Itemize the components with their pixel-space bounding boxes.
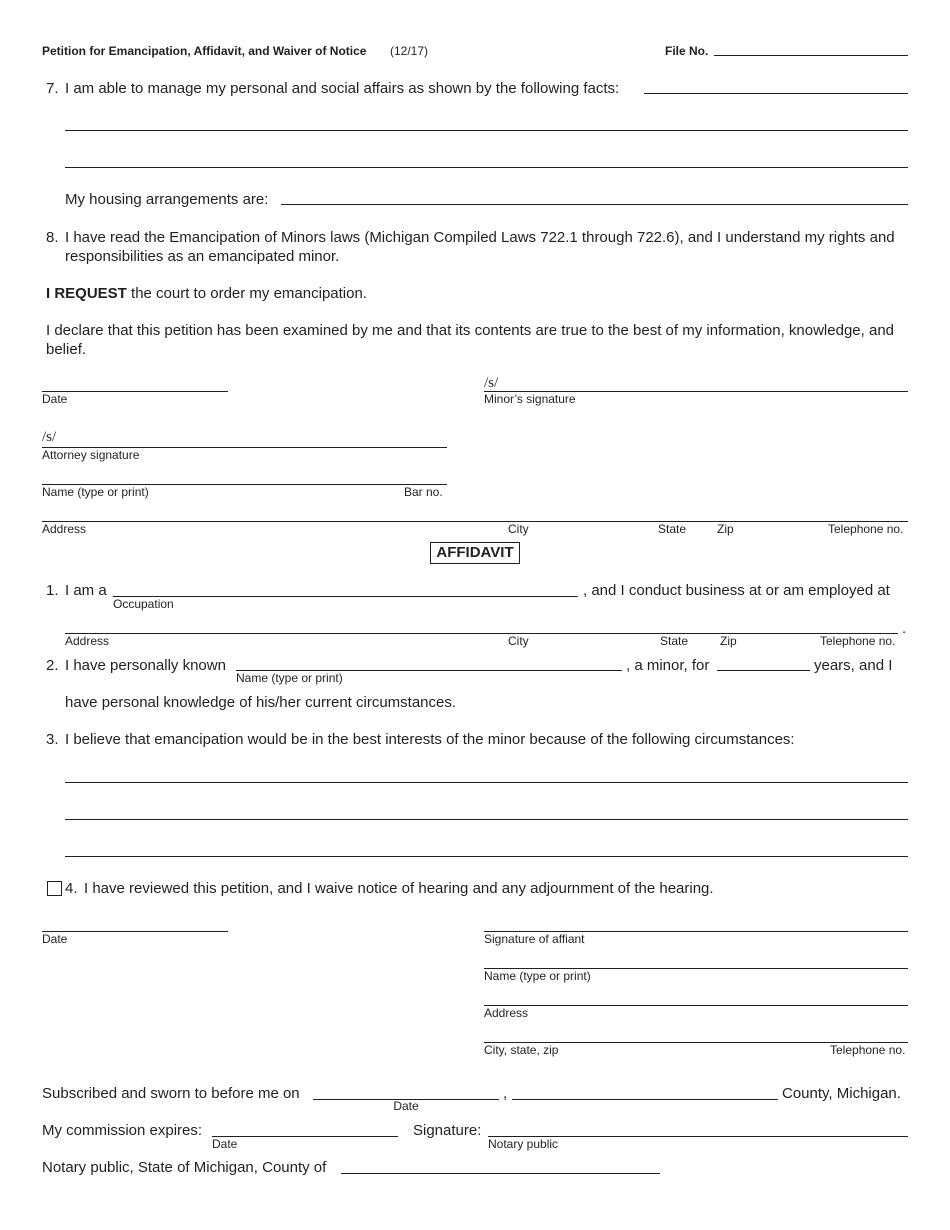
aff-item2-suffix: years, and I: [814, 657, 893, 674]
attorney-address-label: Address: [42, 522, 87, 536]
declaration: I declare that this petition has been examined by me and that its contents are true to the best of my information, knowledge, and belief.: [46, 322, 894, 358]
attorney-city-label: City: [508, 522, 529, 536]
item8-text: I have read the Emancipation of Minors laws (Michigan Compiled Laws 722.1 through 722.6), and I understand my rights and responsibilities as an emancipated minor.: [65, 229, 895, 265]
notary-public-label: Notary public: [488, 1137, 559, 1151]
file-no-label: File No.: [665, 44, 709, 58]
aff-item2-number: 2.: [46, 657, 59, 674]
affiant-address-label: Address: [484, 1006, 529, 1020]
employer-city-label: City: [508, 634, 529, 648]
file-no-field[interactable]: [714, 55, 908, 56]
minor-name-label: Name (type or print): [236, 671, 343, 685]
aff-item1-number: 1.: [46, 582, 59, 599]
attorney-zip-label: Zip: [717, 522, 734, 536]
notary-signature-label: Signature:: [413, 1122, 482, 1139]
circumstances-field-3[interactable]: [65, 856, 908, 857]
sworn-comma: ,: [503, 1085, 508, 1102]
affidavit-heading-box: [430, 542, 520, 564]
years-known-field[interactable]: [717, 670, 810, 671]
affidavit-heading: AFFIDAVIT: [436, 544, 514, 561]
aff-item3-number: 3.: [46, 731, 59, 748]
attorney-name-label: Name (type or print): [42, 485, 149, 499]
affiant-name-label: Name (type or print): [484, 969, 591, 983]
aff-item1-suffix: , and I conduct business at or am employed at: [583, 582, 890, 599]
county-suffix: County, Michigan.: [782, 1085, 901, 1102]
employer-address-field[interactable]: [65, 633, 898, 634]
bar-no-label: Bar no.: [404, 485, 443, 499]
employer-telephone-label: Telephone no.: [820, 634, 896, 648]
aff-item4-number: 4.: [65, 880, 78, 897]
request-text: the court to order my emancipation.: [126, 285, 367, 302]
occupation-label: Occupation: [113, 597, 174, 611]
aff-item2-continuation: have personal knowledge of his/her current circumstances.: [65, 694, 457, 711]
sworn-county-field[interactable]: [512, 1099, 778, 1100]
affiant-address-field[interactable]: [484, 1005, 908, 1006]
sworn-date-label-text: Date: [393, 1099, 419, 1113]
request-bold: I REQUEST: [46, 285, 127, 302]
petition-date-field[interactable]: [42, 391, 228, 392]
commission-date-label: Date: [212, 1137, 238, 1151]
affiant-signature-label: Signature of affiant: [484, 932, 585, 946]
aff-item1-prefix: I am a: [65, 582, 107, 599]
form-title: Petition for Emancipation, Affidavit, and Waiver of Notice: [42, 44, 367, 58]
form-revision: (12/17): [390, 44, 429, 58]
employer-zip-label: Zip: [720, 634, 737, 648]
minor-signature-mark: /s/: [484, 375, 499, 391]
commission-label: My commission expires:: [42, 1122, 203, 1139]
aff-item1-period: .: [902, 620, 907, 637]
employer-address-label: Address: [65, 634, 110, 648]
item7-number: 7.: [46, 80, 59, 97]
circumstances-field-1[interactable]: [65, 782, 908, 783]
affiant-phone-label: Telephone no.: [830, 1043, 906, 1057]
notary-county-field[interactable]: [341, 1173, 660, 1174]
housing-field[interactable]: [281, 204, 908, 205]
attorney-signature-label: Attorney signature: [42, 448, 140, 462]
aff-item3-text: I believe that emancipation would be in the best interests of the minor because of the following circumstances:: [65, 731, 795, 748]
employer-state-label: State: [660, 634, 689, 648]
minor-signature-label: Minor’s signature: [484, 392, 576, 406]
affiant-date-label: Date: [42, 932, 68, 946]
circumstances-field-2[interactable]: [65, 819, 908, 820]
attorney-signature-mark: /s/: [42, 429, 57, 445]
attorney-address-field[interactable]: [42, 521, 908, 522]
request-statement: [46, 285, 367, 303]
sworn-date-label: [313, 1099, 499, 1113]
aff-item2-middle: , a minor, for: [626, 657, 710, 674]
petition-date-label: Date: [42, 392, 68, 406]
item7-facts-field-3[interactable]: [65, 167, 908, 168]
attorney-telephone-label: Telephone no.: [828, 522, 904, 536]
sworn-prefix: Subscribed and sworn to before me on: [42, 1085, 300, 1102]
attorney-state-label: State: [658, 522, 687, 536]
housing-label: My housing arrangements are:: [65, 191, 269, 208]
affiant-date-field[interactable]: [42, 931, 228, 932]
waiver-checkbox[interactable]: [47, 881, 62, 896]
item7-facts-field-1[interactable]: [644, 93, 908, 94]
item8-number: 8.: [46, 229, 59, 246]
aff-item4-text: I have reviewed this petition, and I waive notice of hearing and any adjournment of the hearing.: [84, 880, 714, 897]
occupation-field[interactable]: [113, 596, 578, 597]
notary-county-label: Notary public, State of Michigan, County of: [42, 1159, 327, 1176]
item7-facts-field-2[interactable]: [65, 130, 908, 131]
commission-date-field[interactable]: [212, 1136, 398, 1137]
affiant-city-label: City, state, zip: [484, 1043, 559, 1057]
item7-text: I am able to manage my personal and social affairs as shown by the following facts:: [65, 80, 620, 97]
aff-item2-prefix: I have personally known: [65, 657, 226, 674]
